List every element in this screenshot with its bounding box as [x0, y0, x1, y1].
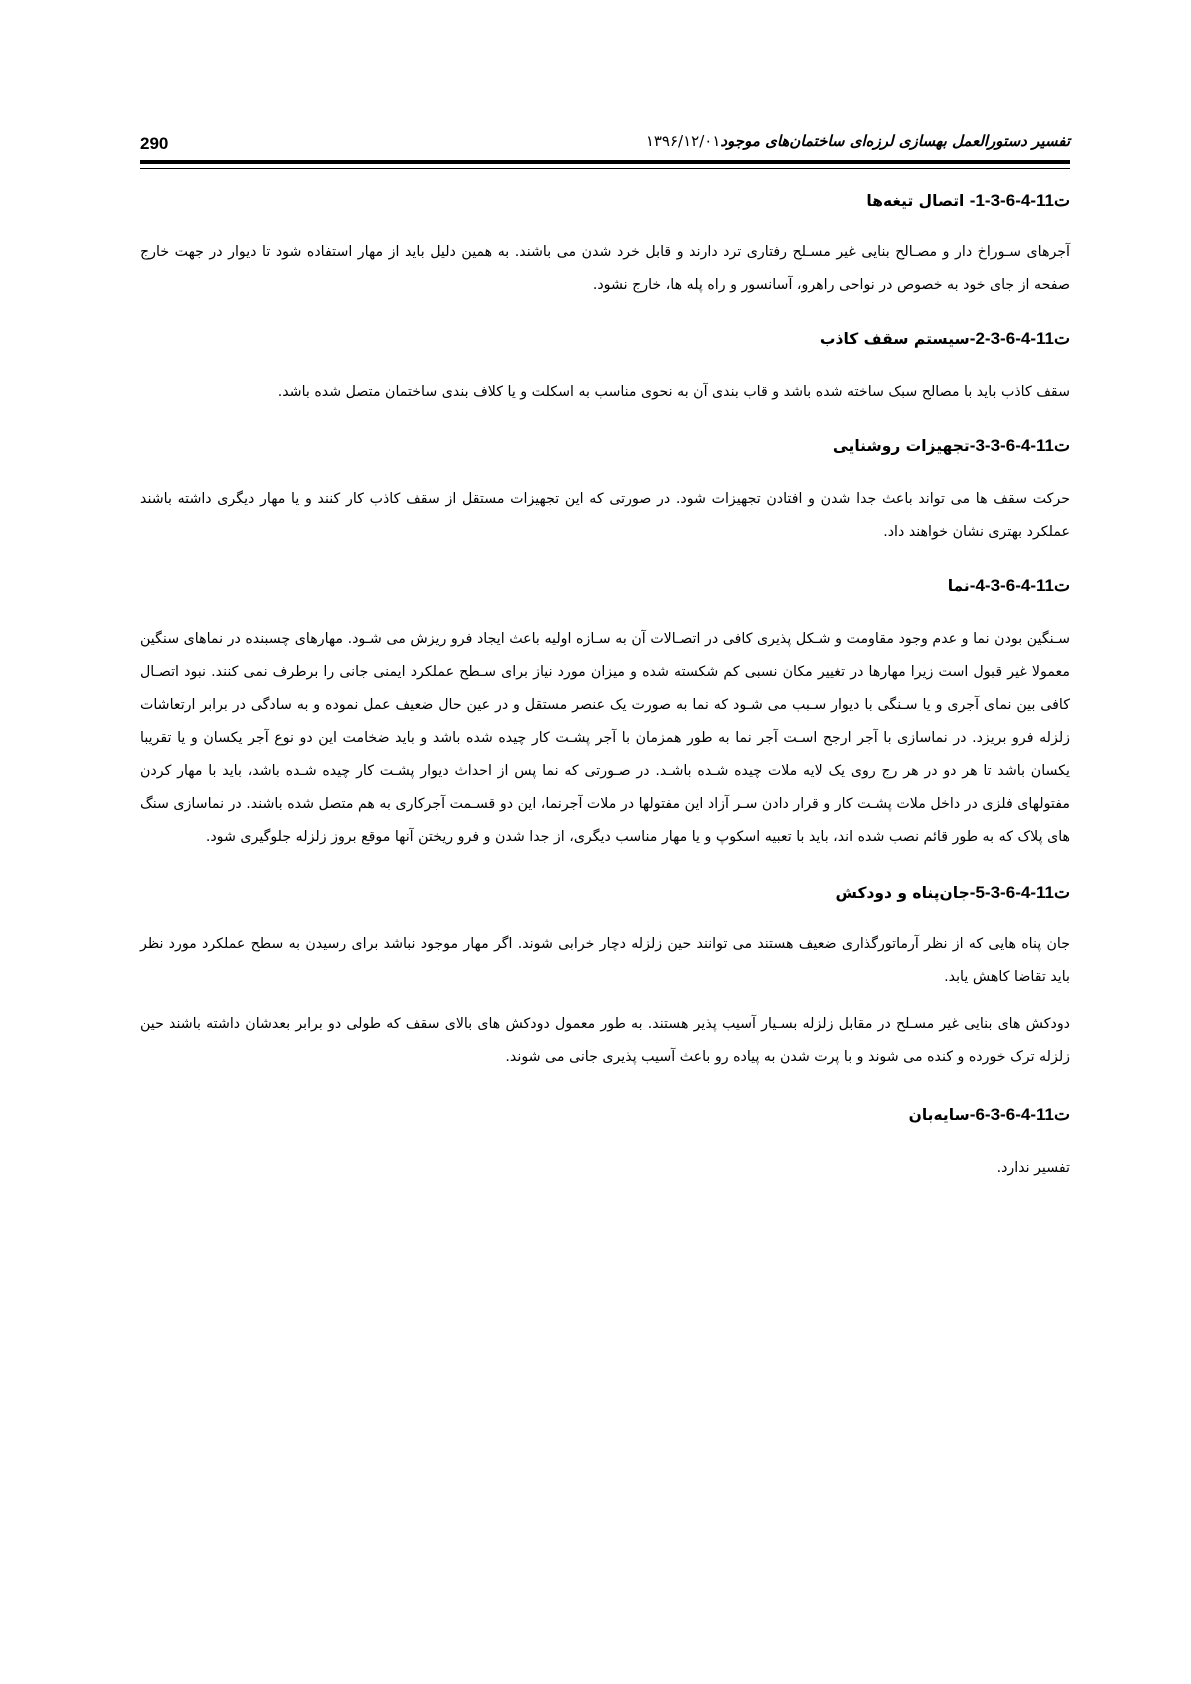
header-rule-thick — [140, 160, 1070, 164]
section-paragraph: سقف کاذب باید با مصالح سبک ساخته شده باشد و قاب بندی آن به نحوی مناسب به اسکلت و یا کلاف بندی ساختمان متصل شده باشد. — [277, 384, 1070, 400]
section-number: ت11-4-6-3-1- — [969, 191, 1070, 210]
section-heading — [140, 429, 1070, 463]
page-content — [140, 184, 1070, 1185]
header-rule-thin — [140, 168, 1070, 169]
section-paragraph: جان پناه هایی که از نظر آرماتورگذاری ضعیف هستند می توانند حین زلزله دچار خرابی شوند. اگر مهار موجود نباشد برای رسیدن به سطح عملکرد مورد نظر باید تقاضا کاهش یابد. — [140, 936, 1070, 985]
section-heading — [140, 184, 1070, 218]
section-number: ت11-4-6-3-2- — [969, 329, 1070, 348]
section-title: نما — [947, 577, 970, 595]
section-paragraph: تفسیر ندارد. — [996, 1160, 1070, 1176]
section-title: سیستم سقف کاذب — [819, 330, 970, 348]
section-number: ت11-4-6-3-3- — [969, 436, 1070, 455]
running-title: تفسیر دستورالعمل بهسازی لرزه‌ای ساختمان‌های موجود — [720, 132, 1070, 150]
section-paragraph: دودکش های بنایی غیر مسـلح در مقابل زلزله بسـیار آسیب پذیر هستند. به طور معمول دودکش های بالای سقف که طولی دو برابر بعدشان داشته باشند حین زلزله ترک خورده و کنده می شوند و با پرت شدن به پیاده رو باعث آسیب پذیری جانی می شوند. — [140, 1016, 1070, 1065]
section-paragraph: حرکت سقف ها می تواند باعث جدا شدن و افتادن تجهیزات شود. در صورتی که این تجهیزات مستقل از سقف کاذب کار کنند و یا مهار دیگری داشته باشند عملکرد بهتری نشان خواهند داد. — [140, 491, 1070, 540]
section-number: ت11-4-6-3-5- — [969, 883, 1070, 902]
section-title: جان‌پناه و دودکش — [835, 884, 970, 902]
section-heading — [140, 569, 1070, 603]
section-title: سایه‌بان — [908, 1106, 970, 1124]
section-heading — [140, 322, 1070, 356]
section-title: اتصال تیغه‌ها — [866, 192, 970, 210]
running-title-line — [626, 132, 1070, 150]
section-heading — [140, 1098, 1070, 1132]
page-header — [140, 124, 1070, 158]
page-number: 290 — [140, 134, 169, 153]
section-number: ت11-4-6-3-6- — [969, 1105, 1070, 1124]
section-title: تجهیزات روشنایی — [832, 437, 970, 455]
running-date: ۱۳۹۶/۱۲/۰۱ — [645, 132, 721, 150]
document-page — [140, 0, 1070, 1684]
section-paragraph: آجرهای سـوراخ دار و مصـالح بنایی غیر مسـلح رفتاری ترد دارند و قابل خرد شدن می باشند. به همین دلیل باید از مهار استفاده شود تا دیوار در جهت خارج صفحه از جای خود به خصوص در نواحی راهرو، آسانسور و راه پله ها، خارج نشود. — [140, 244, 1070, 293]
section-paragraph: سـنگین بودن نما و عدم وجود مقاومت و شـکل پذیری کافی در اتصـالات آن به سـازه اولیه باعث ایجاد فرو ریزش می شـود. مهارهای چسبنده در نماهای سنگین معمولا غیر قبول است زیرا مهارها در تغییر مکان نسبی کم شکسته شده و میزان مورد نیاز برای سـطح عملکرد ایمنی جانی را برطرف نمی کنند. نبود اتصـال کافی بین نمای آجری و یا سـنگی با دیوار سـبب می شـود که نما به صورت یک عنصر مستقل و در عین حال ضعیف عمل نموده و به سادگی در برابر ارتعاشات زلزله فرو بریزد. در نماسازی با آجر ارجح اسـت آجر نما به طور همزمان با آجر پشـت کار چیده شده باشد و باید ضخامت این دو نوع آجر یکسان و یا تقریبا یکسان باشد تا هر دو در هر رج روی یک لایه ملات چیده شـده باشـد. در صـورتی که نما پس از احداث دیوار پشـت کار چیده شـده باشد، باید با مهار کردن مفتولهای فلزی در داخل ملات پشـت کار و قرار دادن سـر آزاد این مفتولها در ملات آجرنما، این دو قسـمت آجرکاری به هم متصل شده باشند. در نماسازی سنگ های پلاک که به طور قائم نصب شده اند، باید با تعبیه اسکوپ و یا مهار مناسب دیگری، از جدا شدن و فرو ریختن آنها موقع بروز زلزله جلوگیری شود. — [140, 631, 1070, 845]
section-heading — [140, 876, 1070, 910]
section-number: ت11-4-6-3-4- — [969, 576, 1070, 595]
